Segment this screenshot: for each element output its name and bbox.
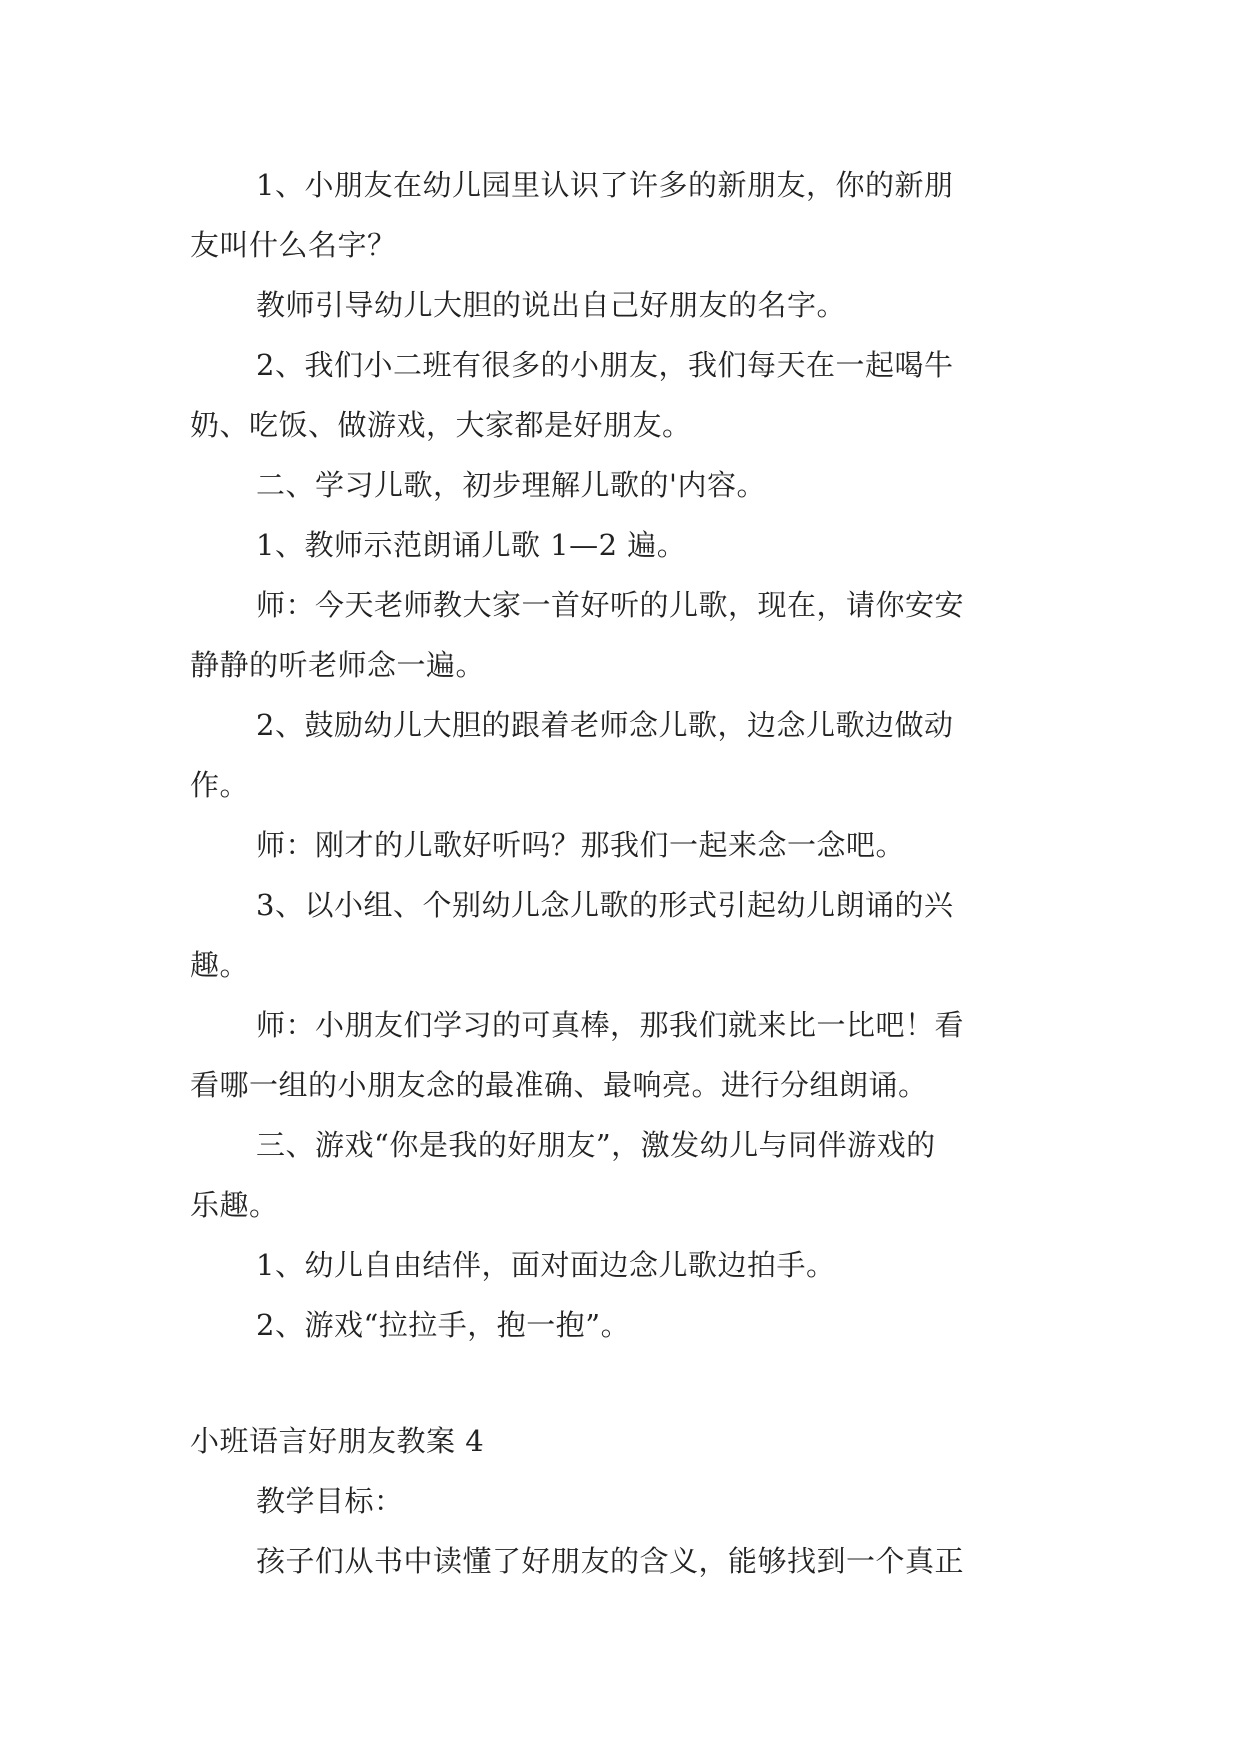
section-heading: 二、学习儿歌，初步理解儿歌的'内容。 xyxy=(256,468,766,502)
paragraph-line: 孩子们从书中读懂了好朋友的含义，能够找到一个真正 xyxy=(256,1544,965,1578)
paragraph-line: 2、游戏“拉拉手，抱一抱”。 xyxy=(256,1308,631,1342)
paragraph-line: 3、以小组、个别幼儿念儿歌的形式引起幼儿朗诵的兴 xyxy=(256,888,954,922)
paragraph-line: 趣。 xyxy=(190,948,250,982)
paragraph-line: 友叫什么名字？ xyxy=(190,228,397,262)
paragraph-line: 师：刚才的儿歌好听吗？那我们一起来念一念吧。 xyxy=(256,828,906,862)
paragraph-line: 1、教师示范朗诵儿歌 1—2 遍。 xyxy=(256,528,687,562)
paragraph-line: 看哪一组的小朋友念的最准确、最响亮。进行分组朗诵。 xyxy=(190,1068,928,1102)
paragraph-line: 师：今天老师教大家一首好听的儿歌，现在，请你安安 xyxy=(256,588,965,622)
paragraph-line: 教学目标： xyxy=(256,1484,404,1518)
document-title: 小班语言好朋友教案 4 xyxy=(190,1424,485,1458)
paragraph-line: 2、鼓励幼儿大胆的跟着老师念儿歌，边念儿歌边做动 xyxy=(256,708,954,742)
paragraph-line: 教师引导幼儿大胆的说出自己好朋友的名字。 xyxy=(256,288,847,322)
paragraph-line: 师：小朋友们学习的可真棒，那我们就来比一比吧！看 xyxy=(256,1008,965,1042)
paragraph-line: 乐趣。 xyxy=(190,1188,279,1222)
paragraph-line: 作。 xyxy=(190,768,250,802)
paragraph-line: 奶、吃饭、做游戏，大家都是好朋友。 xyxy=(190,408,692,442)
paragraph-line: 2、我们小二班有很多的小朋友，我们每天在一起喝牛 xyxy=(256,348,954,382)
paragraph-line: 1、幼儿自由结伴，面对面边念儿歌边拍手。 xyxy=(256,1248,836,1282)
paragraph-line: 1、小朋友在幼儿园里认识了许多的新朋友，你的新朋 xyxy=(256,168,954,202)
section-heading: 三、游戏“你是我的好朋友”，激发幼儿与同伴游戏的 xyxy=(256,1128,936,1162)
paragraph-line: 静静的听老师念一遍。 xyxy=(190,648,486,682)
